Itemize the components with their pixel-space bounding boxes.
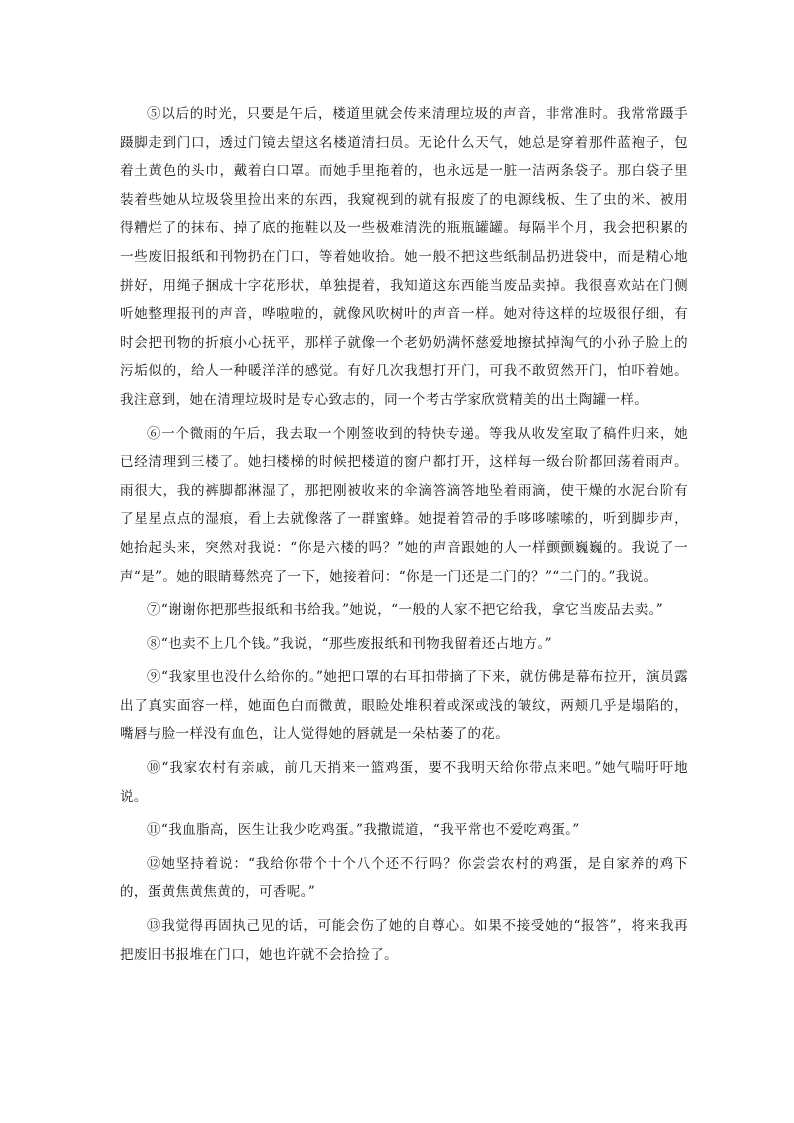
paragraph-13: ⑬我觉得再固执己见的话，可能会伤了她的自尊心。如果不接受她的“报答”，将来我再把废旧书报堆在门口，她也许就不会拾捡了。 bbox=[120, 918, 688, 963]
paragraph-10: ⑩“我家农村有亲戚，前几天捎来一篮鸡蛋，要不我明天给你带点来吧。”她气喘吁吁地说。 bbox=[120, 760, 688, 805]
paragraph-11: ⑪“我血脂高，医生让我少吃鸡蛋。”我撒谎道，“我平常也不爱吃鸡蛋。” bbox=[147, 822, 580, 839]
paragraph-7: ⑦“谢谢你把那些报纸和书给我。”她说，“一般的人家不把它给我，拿它当废品去卖。” bbox=[147, 602, 664, 619]
paragraph-6: ⑥一个微雨的午后，我去取一个刚签收到的特快专递。等我从收发室取了稿件归来，她已经清理到三楼了。她扫楼梯的时候把楼道的窗户都打开，这样每一级台阶都回荡着雨声。雨很大，我的裤脚都淋湿了，那把刚被收来的伞滴答滴答地坠着雨滴，使干燥的水泥台阶有了星星点点的湿痕，看上去就像落了一群蜜蜂。她提着笤帚的手哆哆嗦嗦的，听到脚步声，她抬起头来，突然对我说：“你是六楼的吗？”她的声音跟她的人一样颤颤巍巍的。我说了一声“是”。她的眼睛蓦然亮了一下，她接着问：“你是一门还是二门的？”“二门的。”我说。 bbox=[120, 425, 688, 585]
paragraph-5: ⑤以后的时光，只要是午后，楼道里就会传来清理垃圾的声音，非常准时。我常常蹑手蹑脚走到门口，透过门镜去望这名楼道清扫员。无论什么天气，她总是穿着那件蓝袍子，包着土黄色的头巾，戴着白口罩。而她手里拖着的，也永远是一脏一洁两条袋子。那白袋子里装着些她从垃圾袋里捡出来的东西，我窥视到的就有报废了的电源线板、生了虫的米、被用得糟烂了的抹布、掉了底的拖鞋以及一些极难清洗的瓶瓶罐罐。每隔半个月，我会把积累的一些废旧报纸和刊物扔在门口，等着她收拾。她一般不把这些纸制品扔进袋中，而是精心地拼好，用绳子捆成十字花形状，单独提着，我知道这东西能当废品卖掉。我很喜欢站在门侧听她整理报刊的声音，哗啦啦的，就像风吹树叶的声音一样。她对待这样的垃圾很仔细，有时会把刊物的折痕小心抚平，那样子就像一个老奶奶满怀慈爱地擦拭掉淘气的小孙子脸上的污垢似的，给人一种暖洋洋的感觉。有好几次我想打开门，可我不敢贸然开门，怕吓着她。我注意到，她在清理垃圾时是专心致志的，同一个考古学家欣赏精美的出土陶罐一样。 bbox=[120, 106, 688, 408]
paragraph-8: ⑧“也卖不上几个钱。”我说，“那些废报纸和刊物我留着还占地方。” bbox=[147, 635, 552, 652]
paragraph-12: ⑫她坚持着说：“我给你带个十个八个还不行吗？你尝尝农村的鸡蛋，是自家养的鸡下的，蛋黄焦黄焦黄的，可香呢。” bbox=[120, 855, 688, 901]
paragraph-9: ⑨“我家里也没什么给你的。”她把口罩的右耳扣带摘了下来，就仿佛是幕布拉开，演员露出了真实面容一样，她面色白而微黄，眼睑处堆积着或深或浅的皱纹，两颊几乎是塌陷的，嘴唇与脸一样没有血色，让人觉得她的唇就是一朵枯萎了的花。 bbox=[120, 669, 688, 743]
